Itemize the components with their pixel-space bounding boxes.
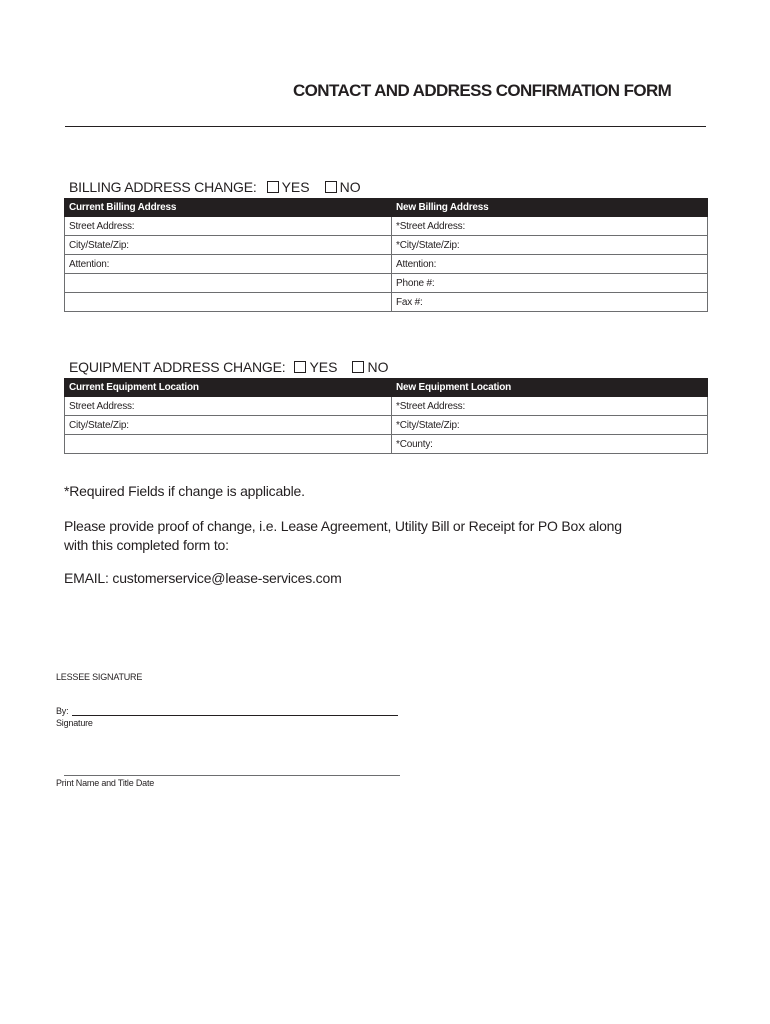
current-street-field[interactable]: Street Address: xyxy=(65,217,392,236)
billing-no-checkbox[interactable] xyxy=(325,181,337,193)
equipment-address-table xyxy=(64,378,708,454)
new-city-state-zip-field[interactable]: *City/State/Zip: xyxy=(392,236,708,255)
table-row xyxy=(65,435,708,454)
required-fields-note: *Required Fields if change is applicable. xyxy=(64,483,305,499)
table-row xyxy=(65,274,708,293)
table-row xyxy=(65,397,708,416)
signature-caption: Signature xyxy=(56,718,93,728)
title-divider xyxy=(65,126,706,127)
new-fax-field[interactable]: Fax #: xyxy=(392,293,708,312)
equipment-no-checkbox[interactable] xyxy=(352,361,364,373)
table-row xyxy=(65,293,708,312)
table-row xyxy=(65,217,708,236)
proof-instructions xyxy=(64,517,684,555)
blank-cell xyxy=(65,274,392,293)
equipment-yes-label: YES xyxy=(309,359,338,375)
billing-no-label: NO xyxy=(339,179,361,195)
lessee-signature-label: LESSEE SIGNATURE xyxy=(56,672,143,682)
new-equipment-county-field[interactable]: *County: xyxy=(392,435,708,454)
table-header-row xyxy=(65,379,708,397)
current-equipment-header: Current Equipment Location xyxy=(65,379,392,397)
new-equipment-street-field[interactable]: *Street Address: xyxy=(392,397,708,416)
equipment-no-option[interactable] xyxy=(352,359,388,375)
print-name-caption: Print Name and Title Date xyxy=(56,778,155,788)
billing-yes-checkbox[interactable] xyxy=(267,181,279,193)
new-attention-field[interactable]: Attention: xyxy=(392,255,708,274)
new-street-field[interactable]: *Street Address: xyxy=(392,217,708,236)
table-row xyxy=(65,236,708,255)
table-row xyxy=(65,255,708,274)
billing-yes-option[interactable] xyxy=(267,179,310,195)
equipment-no-label: NO xyxy=(367,359,389,375)
billing-change-label: BILLING ADDRESS CHANGE: xyxy=(69,179,257,195)
table-row xyxy=(65,416,708,435)
form-title: CONTACT AND ADDRESS CONFIRMATION FORM xyxy=(293,81,672,100)
blank-cell xyxy=(65,435,392,454)
current-billing-header: Current Billing Address xyxy=(65,199,392,217)
current-attention-field[interactable]: Attention: xyxy=(65,255,392,274)
equipment-change-label: EQUIPMENT ADDRESS CHANGE: xyxy=(69,359,286,375)
proof-line-1: Please provide proof of change, i.e. Lease Agreement, Utility Bill or Receipt for PO Box along xyxy=(64,518,622,534)
current-equipment-city-state-zip-field[interactable]: City/State/Zip: xyxy=(65,416,392,435)
proof-line-2: with this completed form to: xyxy=(64,537,229,553)
billing-yes-label: YES xyxy=(281,179,310,195)
blank-cell xyxy=(65,293,392,312)
current-equipment-street-field[interactable]: Street Address: xyxy=(65,397,392,416)
table-header-row xyxy=(65,199,708,217)
new-equipment-city-state-zip-field[interactable]: *City/State/Zip: xyxy=(392,416,708,435)
equipment-yes-option[interactable] xyxy=(294,359,337,375)
new-phone-field[interactable]: Phone #: xyxy=(392,274,708,293)
print-name-line[interactable] xyxy=(64,775,400,776)
equipment-change-heading xyxy=(69,359,388,375)
by-label: By: xyxy=(56,706,69,716)
billing-address-table xyxy=(64,198,708,312)
new-billing-header: New Billing Address xyxy=(392,199,708,217)
current-city-state-zip-field[interactable]: City/State/Zip: xyxy=(65,236,392,255)
signature-line[interactable] xyxy=(72,715,398,716)
billing-change-heading xyxy=(69,179,361,195)
billing-no-option[interactable] xyxy=(325,179,361,195)
new-equipment-header: New Equipment Location xyxy=(392,379,708,397)
contact-email: EMAIL: customerservice@lease-services.com xyxy=(64,570,342,586)
equipment-yes-checkbox[interactable] xyxy=(294,361,306,373)
